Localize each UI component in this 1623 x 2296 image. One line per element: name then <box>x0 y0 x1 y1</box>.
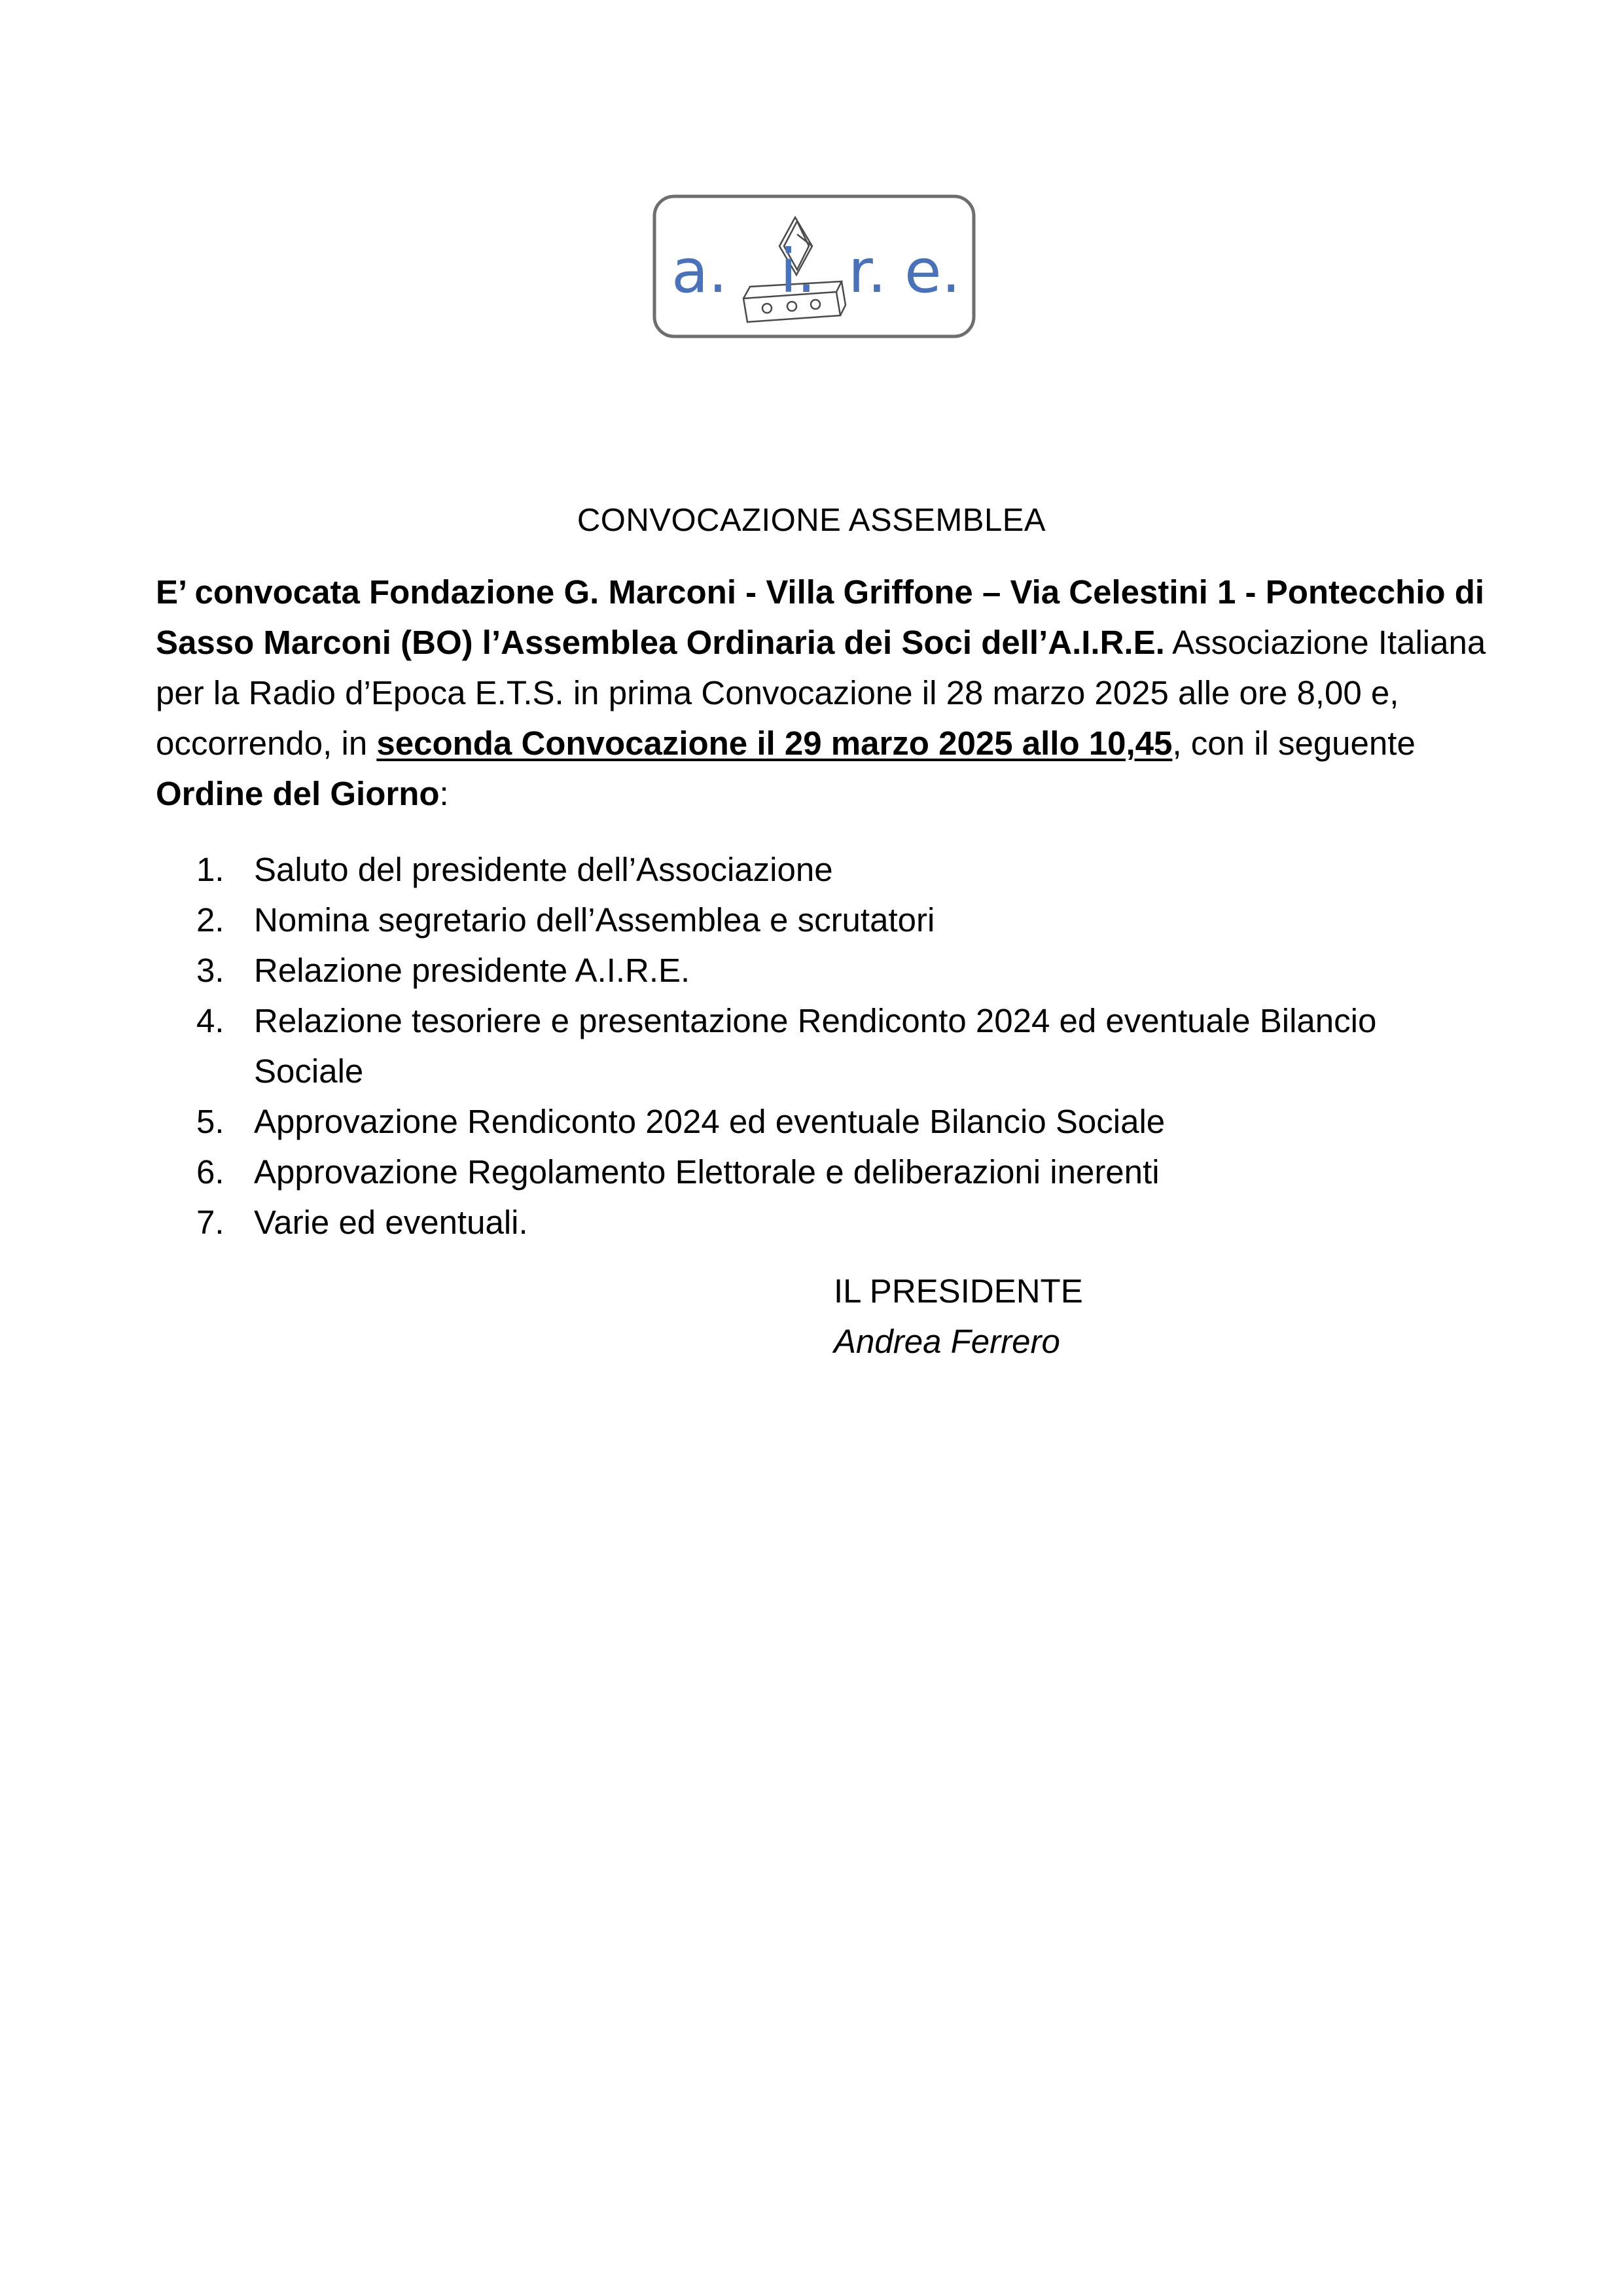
aire-logo-graphic <box>652 194 976 339</box>
paragraph-line-1 <box>156 567 1485 617</box>
venue-text: E’ convocata Fondazione G. Marconi - Villa Griffone – Via Celestini 1 - Pontecchio di <box>156 573 1485 611</box>
assembly-text: Sasso Marconi (BO) l’Assemblea Ordinaria dei Soci dell’A.I.R.E. <box>156 624 1165 661</box>
logo-letter-a: a. <box>671 236 728 306</box>
agenda-item-number: 1. <box>196 851 224 888</box>
agenda-item-text: Relazione tesoriere e presentazione Rendiconto 2024 ed eventuale Bilancio Sociale <box>254 1002 1377 1090</box>
agenda-item <box>196 895 1479 945</box>
signature-block <box>834 1266 1083 1367</box>
signature-role: IL PRESIDENTE <box>834 1272 1083 1310</box>
occurring-text: occorrendo, in <box>156 725 377 762</box>
agenda-heading: Ordine del Giorno <box>156 775 440 812</box>
agenda-item-text: Saluto del presidente dell’Associazione <box>254 851 833 888</box>
paragraph-line-2 <box>156 617 1486 668</box>
following-text: , con il seguente <box>1172 725 1416 762</box>
agenda-item <box>196 945 1479 996</box>
agenda-item <box>196 1197 1479 1247</box>
agenda-item-text: Varie ed eventuali. <box>254 1204 528 1241</box>
agenda-item-text: Approvazione Rendiconto 2024 ed eventuale Bilancio Sociale <box>254 1103 1166 1140</box>
agenda-item-number: 5. <box>196 1103 224 1140</box>
agenda-item-text: Nomina segretario dell’Assemblea e scrutatori <box>254 901 935 939</box>
logo-letter-r: r. <box>848 236 887 306</box>
agenda-item <box>196 1096 1479 1147</box>
document-title: CONVOCAZIONE ASSEMBLEA <box>577 503 1046 538</box>
agenda-list <box>196 844 1479 1247</box>
agenda-item <box>196 1147 1479 1197</box>
agenda-item-text: Approvazione Regolamento Elettorale e deliberazioni inerenti <box>254 1153 1160 1191</box>
agenda-item <box>196 844 1479 895</box>
association-name-start: Associazione Italiana <box>1164 624 1486 661</box>
paragraph-line-3 <box>156 668 1478 718</box>
agenda-item-number: 4. <box>196 1002 224 1039</box>
aire-logo <box>652 194 976 339</box>
logo-letter-e: e. <box>904 236 961 306</box>
agenda-item-number: 7. <box>196 1204 224 1241</box>
agenda-item-number: 6. <box>196 1153 224 1191</box>
signature-name: Andrea Ferrero <box>834 1323 1060 1360</box>
agenda-heading-colon: : <box>439 775 449 812</box>
agenda-item-text: Relazione presidente A.I.R.E. <box>254 952 690 989</box>
logo-letter-i: i. <box>780 236 816 306</box>
agenda-item-number: 3. <box>196 952 224 989</box>
second-convocation-text: seconda Convocazione il 29 marzo 2025 allo 10,45 <box>376 725 1173 762</box>
agenda-item <box>196 996 1479 1096</box>
convocation-paragraph <box>156 567 1486 819</box>
paragraph-line-5 <box>156 768 1478 819</box>
agenda-item-number: 2. <box>196 901 224 939</box>
first-convocation-text: per la Radio d’Epoca E.T.S. in prima Convocazione il 28 marzo 2025 alle ore 8,00 e, <box>156 674 1399 711</box>
paragraph-line-4 <box>156 718 1478 768</box>
